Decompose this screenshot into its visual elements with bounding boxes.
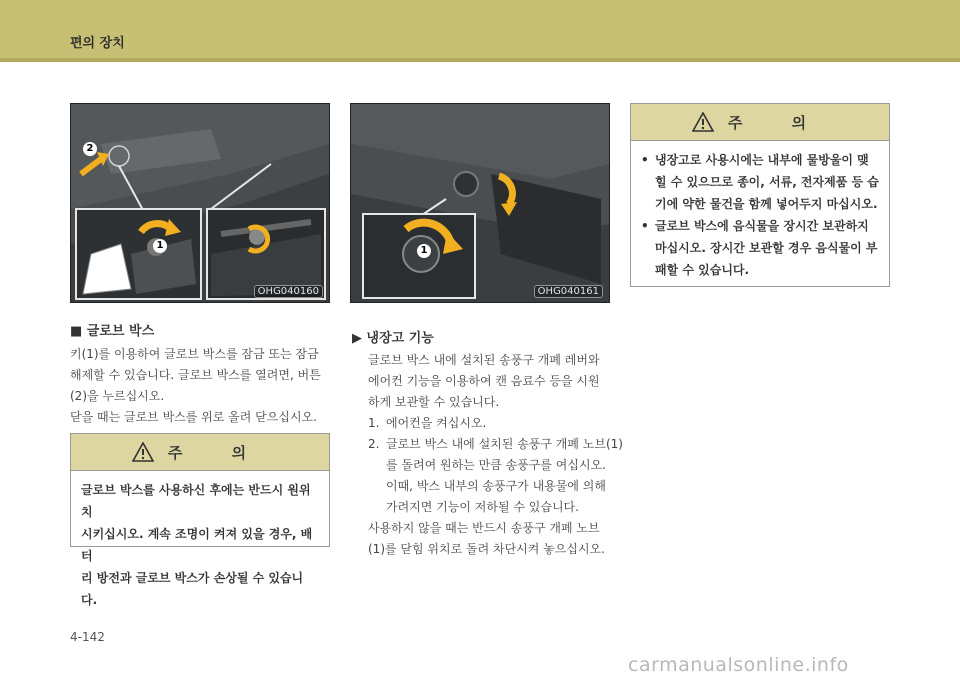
- step-2-line: 를 돌려여 원하는 만큼 송풍구를 여십시오.: [386, 458, 606, 472]
- bullet-line: 기에 약한 물건을 함께 넣어두지 마십시오.: [655, 197, 878, 211]
- callout-2: 2: [83, 142, 97, 156]
- bullet-line: • 냉장고로 사용시에는 내부에 물방울이 맺: [655, 153, 869, 167]
- section-title: 편의 장치: [70, 36, 125, 51]
- cooling-heading: ▶ 냉장고 기능: [352, 331, 434, 346]
- caution-header: [71, 434, 329, 471]
- step-2-line: 이때, 박스 내부의 송풍구가 내용물에 의해: [386, 479, 606, 493]
- glovebox-photo: [70, 103, 330, 303]
- watermark: carmanualsonline.info: [628, 654, 849, 676]
- bullet-line: 패할 수 있습니다.: [655, 263, 750, 277]
- caution-line: 리 방전과 글로브 박스가 손상될 수 있습니다.: [81, 571, 304, 607]
- header-strip: [0, 58, 960, 62]
- glovebox-body: [70, 344, 335, 428]
- caution-header-right: [631, 104, 889, 141]
- step-1-number: 1.: [368, 416, 380, 430]
- caution-text-right: [631, 141, 889, 289]
- step-2: [368, 434, 623, 518]
- caution-box-right: [630, 103, 890, 287]
- caution-text: [71, 471, 329, 619]
- glovebox-line: (2)을 누르십시오.: [70, 389, 165, 403]
- cooling-illustration: [351, 104, 609, 302]
- callout-1: 1: [153, 239, 167, 253]
- cooling-outro-line: 사용하지 않을 때는 반드시 송풍구 개폐 노브: [368, 521, 600, 535]
- figure-code-left: OHG040160: [254, 285, 323, 298]
- caution-title-right: 주 의: [727, 113, 829, 132]
- cooling-intro-line: 글로브 박스 내에 설치된 송풍구 개폐 레버와: [368, 353, 600, 367]
- cooling-intro-line: 에어컨 기능을 이용하여 캔 음료수 등을 시원: [368, 374, 600, 388]
- step-1: [368, 413, 623, 434]
- caution-box-left: [70, 433, 330, 607]
- cooling-intro-line: 하게 보관할 수 있습니다.: [368, 395, 500, 409]
- bullet-line: • 글로브 박스에 음식물을 장시간 보관하지: [655, 219, 869, 233]
- step-2-number: 2.: [368, 437, 380, 451]
- caution-bullet-2: [641, 215, 879, 281]
- caution-title: 주 의: [167, 443, 269, 462]
- step-1-text: 에어컨을 켜십시오.: [386, 416, 487, 430]
- caution-line: 글로브 박스를 사용하신 후에는 반드시 원위치: [81, 483, 311, 519]
- figure-code-right: OHG040161: [534, 285, 603, 298]
- glovebox-line: 키(1)를 이용하여 글로브 박스를 잠금 또는 잠금: [70, 347, 319, 361]
- warning-triangle-icon: [692, 112, 714, 132]
- bullet-line: 힐 수 있으므로 종이, 서류, 전자제품 등 습: [655, 175, 879, 189]
- glovebox-line: 해제할 수 있습니다. 글로브 박스를 열려면, 버튼: [70, 368, 321, 382]
- page-number: 4-142: [70, 630, 105, 644]
- cooling-photo: [350, 103, 610, 303]
- step-2-line: 글로브 박스 내에 설치된 송풍구 개폐 노브(1): [386, 437, 623, 451]
- glovebox-illustration: [71, 104, 329, 302]
- callout-1-knob: 1: [417, 244, 431, 258]
- caution-line: 시키십시오. 계속 조명이 켜져 있을 경우, 배터: [81, 527, 313, 563]
- header-bar: [0, 0, 960, 58]
- warning-triangle-icon: [132, 442, 154, 462]
- step-2-line: 가려지면 기능이 저하될 수 있습니다.: [386, 500, 579, 514]
- cooling-body: [368, 350, 623, 560]
- glovebox-line: 닫을 때는 글로브 박스를 위로 올려 닫으십시오.: [70, 410, 317, 424]
- glovebox-heading: ■ 글로브 박스: [70, 324, 155, 339]
- bullet-line: 마십시오. 장시간 보관할 경우 음식물이 부: [655, 241, 878, 255]
- caution-bullet-1: [641, 149, 879, 215]
- cooling-outro-line: (1)를 닫힘 위치로 돌려 차단시켜 놓으십시오.: [368, 542, 605, 556]
